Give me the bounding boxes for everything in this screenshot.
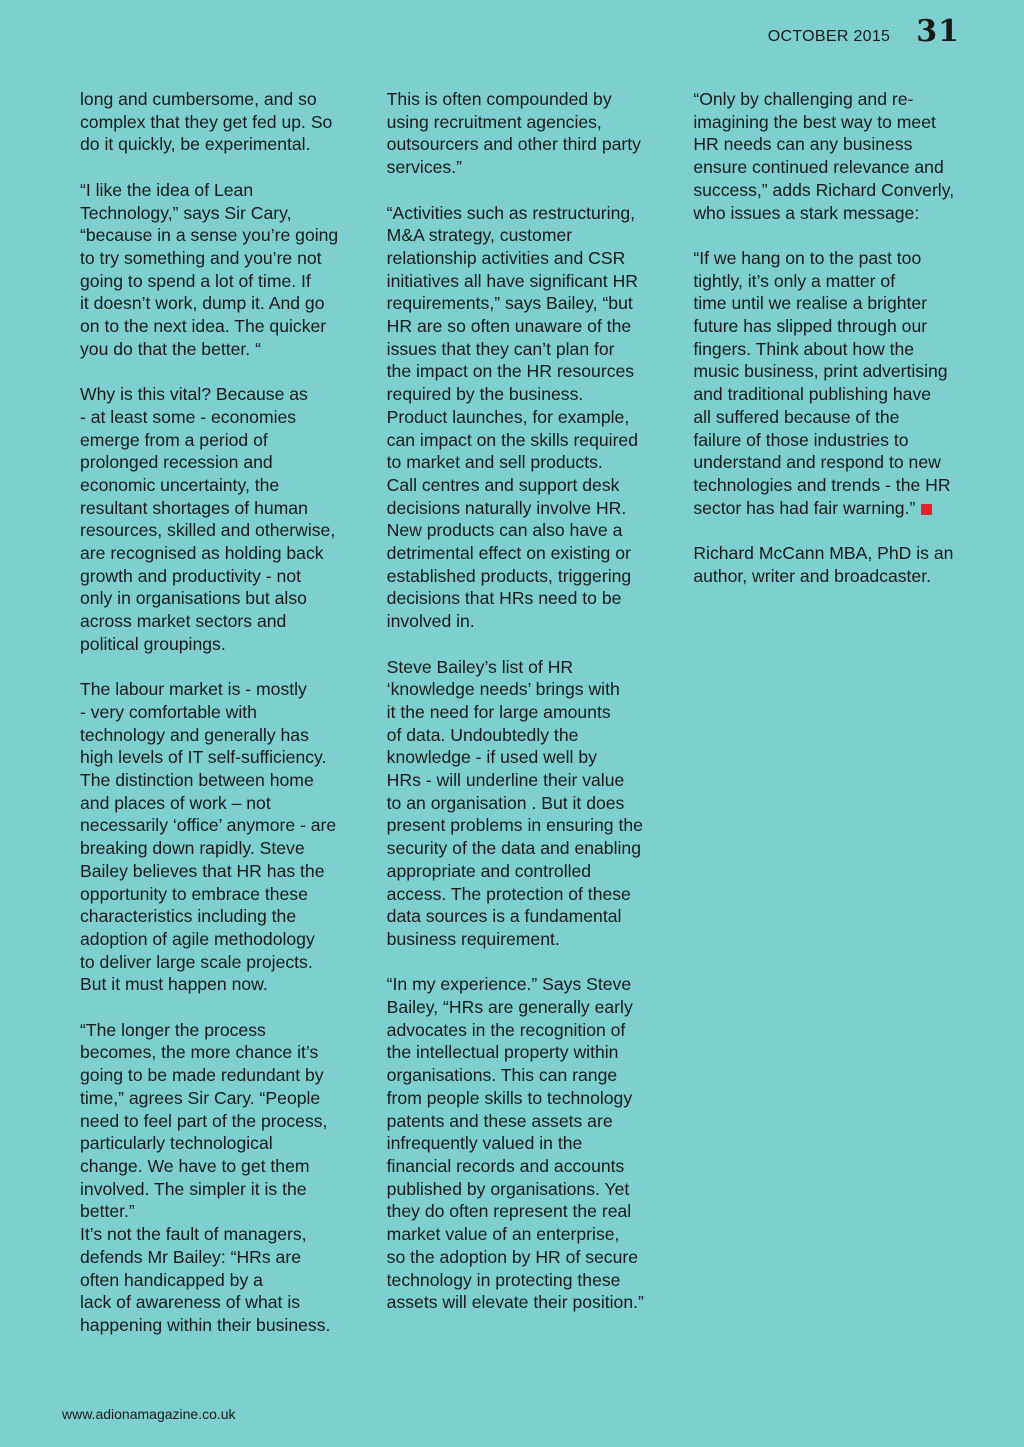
paragraph: It’s not the fault of managers, defends Mr Bailey: “HRs are often handicapped by a lack of awareness of what is happening within their business. — [80, 1224, 331, 1335]
paragraph: “Activities such as restructuring, M&A strategy, customer relationship activities and CSR initiatives all have significant HR requirements,” says Bailey, “but HR are so often unaware of the issues that they can’t plan for the impact on the HR resources required by the business. Product launches, for example, can impact on the skills required to market and sell products. Call centres and support desk decisions naturally involve HR. New products can also have a detrimental effect on existing or established products, triggering decisions that HRs need to be involved in. — [386, 202, 638, 632]
paragraph: “Only by challenging and re- imagining the best way to meet HR needs can any business ensure continued relevance and success,” adds Richard Converly, who issues a stark message: — [693, 89, 955, 223]
paragraph: Why is this vital? Because as - at least some - economies emerge from a period of prolonged recession and economic uncertainty, the resultant shortages of human resources, skilled and otherwise, are recognised as holding back growth and productivity - not only in organisations but also across market sectors and political groupings. — [80, 384, 336, 654]
page-header — [768, 14, 960, 49]
article-column-2 — [387, 88, 674, 1359]
paragraph: This is often compounded by using recruitment agencies, outsourcers and other third party services.” — [386, 89, 641, 178]
page-number: 31 — [916, 14, 960, 49]
paragraph: long and cumbersome, and so complex that they get fed up. So do it quickly, be experimental. — [80, 89, 333, 155]
issue-date: OCTOBER 2015 — [767, 28, 891, 45]
paragraph: Steve Bailey’s list of HR ‘knowledge needs’ brings with it the need for large amounts of data. Undoubtedly the knowledge - if used well by HRs - will underline their value to an organisation . But it does present problems in ensuring the security of the data and enabling appropriate and controlled access. The protection of these data sources is a fundamental business requirement. — [386, 656, 643, 949]
paragraph: The labour market is - mostly - very comfortable with technology and generally has high levels of IT self-sufficiency. The distinction between home and places of work – not necessarily ‘office’ anymore - are breaking down rapidly. Steve Bailey believes that HR has the opportunity to embrace these characteristics including the adoption of agile methodology to deliver large scale projects. But it must happen now. — [80, 679, 337, 995]
author-bio: Richard McCann MBA, PhD is an author, writer and broadcaster. — [693, 543, 954, 586]
paragraph-text: “If we hang on to the past too tightly, it’s only a matter of time until we realise a brighter future has slipped through our fingers. Think about how the music business, print advertising and traditional publishing have all suffered because of the failure of those industries to understand and respond to new technologies and trends - the HR sector has had fair warning.” — [693, 247, 951, 518]
article-body — [80, 88, 980, 1359]
closing-quote — [693, 247, 980, 519]
footer-website: www.adionamagazine.co.uk — [62, 1406, 236, 1422]
paragraph: “The longer the process becomes, the more chance it’s going to be made redundant by time,” agrees Sir Cary. “People need to feel part of the process, particularly technological change. We have to get them involved. The simpler it is the better.” — [80, 1019, 328, 1222]
article-column-1 — [80, 88, 367, 1359]
end-of-article-marker — [921, 504, 932, 515]
paragraph: “I like the idea of Lean Technology,” says Sir Cary, “because in a sense you’re going to try something and you’re not going to spend a lot of time. If it doesn’t work, dump it. And go on to the next idea. The quicker you do that the better. “ — [80, 179, 339, 359]
article-column-3 — [693, 88, 980, 1359]
paragraph: “In my experience.” Says Steve Bailey, “HRs are generally early advocates in the recognition of the intellectual property within organisations. This can range from people skills to technology patents and these assets are infrequently valued in the financial records and accounts published by organisations. Yet they do often represent the real market value of an enterprise, so the adoption by HR of secure technology in protecting these assets will elevate their position.” — [386, 974, 644, 1313]
